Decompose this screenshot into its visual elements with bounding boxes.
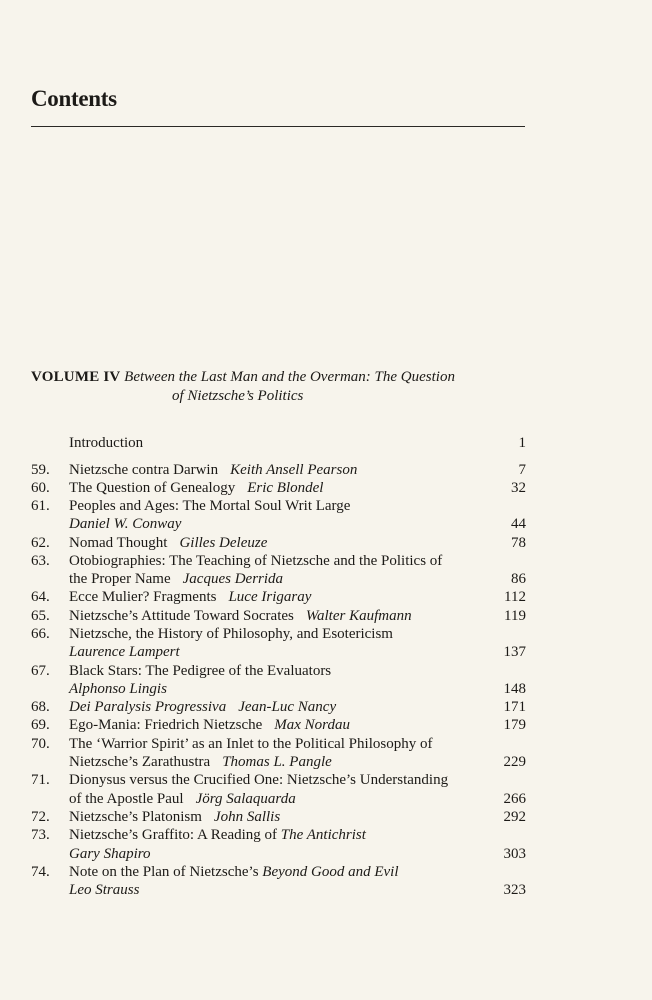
entry-page: 266 bbox=[503, 791, 526, 807]
entry-page: 112 bbox=[504, 589, 526, 605]
entry-author: Jörg Salaquarda bbox=[195, 791, 296, 807]
entry-page: 171 bbox=[503, 699, 526, 715]
toc-entry-cont bbox=[0, 643, 652, 661]
entry-author: Max Nordau bbox=[274, 717, 350, 733]
entry-title-prefix: Note on the Plan of Nietzsche’s bbox=[69, 864, 259, 880]
toc-entry-cont bbox=[0, 753, 652, 771]
entry-author: Alphonso Lingis bbox=[69, 681, 167, 697]
volume-subtitle-line1: Between the Last Man and the Overman: The Question bbox=[124, 369, 455, 385]
entry-author: Luce Irigaray bbox=[228, 589, 312, 605]
entry-page: 148 bbox=[503, 681, 526, 697]
entry-title: Nietzsche’s Platonism bbox=[69, 809, 202, 825]
entry-page: 137 bbox=[503, 644, 526, 660]
entry-author: Laurence Lampert bbox=[69, 644, 180, 660]
toc-entry bbox=[0, 479, 652, 497]
volume-subtitle-line2: of Nietzsche’s Politics bbox=[172, 388, 304, 404]
intro-title: Introduction bbox=[69, 435, 144, 451]
toc-entry bbox=[0, 607, 652, 625]
toc-entry-cont bbox=[0, 680, 652, 698]
entry-page: 292 bbox=[503, 809, 526, 825]
volume-heading bbox=[31, 368, 455, 404]
toc-entry bbox=[0, 534, 652, 552]
entry-author: Jean-Luc Nancy bbox=[238, 699, 337, 715]
entry-page: 179 bbox=[503, 717, 526, 733]
toc-entry bbox=[0, 588, 652, 606]
entry-title-line1: Otobiographies: The Teaching of Nietzsche and the Politics of bbox=[69, 553, 443, 569]
entry-author: Gilles Deleuze bbox=[179, 535, 268, 551]
entry-title-line2: the Proper Name bbox=[69, 571, 171, 587]
entry-title-italic: The Antichrist bbox=[280, 827, 366, 843]
toc-entry-cont bbox=[0, 790, 652, 808]
entry-number: 72. bbox=[31, 809, 50, 825]
toc-entry-cont bbox=[0, 881, 652, 899]
toc-entry bbox=[0, 552, 652, 570]
entry-number: 62. bbox=[31, 535, 50, 551]
entry-page: 323 bbox=[503, 882, 526, 898]
entry-author: Eric Blondel bbox=[247, 480, 324, 496]
entry-author: Gary Shapiro bbox=[69, 846, 151, 862]
entry-author: Daniel W. Conway bbox=[69, 516, 182, 532]
entry-number: 71. bbox=[31, 772, 50, 788]
entry-author: Leo Strauss bbox=[69, 882, 140, 898]
entry-page: 119 bbox=[504, 608, 526, 624]
entry-page: 229 bbox=[503, 754, 526, 770]
entry-title: Nomad Thought bbox=[69, 535, 168, 551]
entry-page: 78 bbox=[511, 535, 526, 551]
entry-number: 67. bbox=[31, 663, 50, 679]
entry-title-line1: The ‘Warrior Spirit’ as an Inlet to the Political Philosophy of bbox=[69, 736, 433, 752]
toc-entry bbox=[0, 625, 652, 643]
entry-page: 303 bbox=[503, 846, 526, 862]
toc-entry bbox=[0, 863, 652, 881]
entry-number: 63. bbox=[31, 553, 50, 569]
entry-number: 59. bbox=[31, 462, 50, 478]
entry-number: 68. bbox=[31, 699, 50, 715]
entry-author: John Sallis bbox=[213, 809, 281, 825]
volume-label: VOLUME IV bbox=[31, 369, 121, 385]
entry-number: 74. bbox=[31, 864, 50, 880]
toc-intro bbox=[0, 434, 652, 452]
entry-number: 61. bbox=[31, 498, 50, 514]
entry-page: 44 bbox=[511, 516, 526, 532]
entry-title: Nietzsche’s Attitude Toward Socrates bbox=[69, 608, 294, 624]
entry-number: 70. bbox=[31, 736, 50, 752]
toc-entry bbox=[0, 808, 652, 826]
intro-page: 1 bbox=[518, 435, 526, 451]
toc-entry bbox=[0, 735, 652, 753]
toc-entry-cont bbox=[0, 845, 652, 863]
entry-title: Black Stars: The Pedigree of the Evaluators bbox=[69, 663, 332, 679]
entry-title: Ego-Mania: Friedrich Nietzsche bbox=[69, 717, 263, 733]
toc-entry bbox=[0, 826, 652, 844]
entry-title-line2: of the Apostle Paul bbox=[69, 791, 184, 807]
page-title: Contents bbox=[31, 86, 117, 111]
toc-entry bbox=[0, 698, 652, 716]
entry-title-line1: Dionysus versus the Crucified One: Nietzsche’s Understanding bbox=[69, 772, 449, 788]
entry-page: 32 bbox=[511, 480, 526, 496]
entry-title-prefix: Nietzsche’s Graffito: A Reading of bbox=[69, 827, 278, 843]
entry-page: 86 bbox=[511, 571, 526, 587]
entry-author: Keith Ansell Pearson bbox=[230, 462, 358, 478]
entry-page: 7 bbox=[518, 462, 526, 478]
toc-entry-cont bbox=[0, 515, 652, 533]
entry-title: The Question of Genealogy bbox=[69, 480, 236, 496]
entry-title-italic: Beyond Good and Evil bbox=[262, 864, 399, 880]
entry-title-line2: Nietzsche’s Zarathustra bbox=[69, 754, 211, 770]
entry-author: Thomas L. Pangle bbox=[222, 754, 332, 770]
entry-number: 65. bbox=[31, 608, 50, 624]
toc-entry bbox=[0, 662, 652, 680]
entry-title: Nietzsche, the History of Philosophy, and Esotericism bbox=[69, 626, 393, 642]
toc-entry-cont bbox=[0, 570, 652, 588]
entry-number: 69. bbox=[31, 717, 50, 733]
toc-entry bbox=[0, 771, 652, 789]
entry-author: Walter Kaufmann bbox=[305, 608, 412, 624]
entry-title: Nietzsche contra Darwin bbox=[69, 462, 219, 478]
toc-entry bbox=[0, 716, 652, 734]
entry-number: 73. bbox=[31, 827, 50, 843]
entry-number: 64. bbox=[31, 589, 50, 605]
entry-author: Jacques Derrida bbox=[182, 571, 284, 587]
title-rule bbox=[31, 126, 525, 127]
entry-title: Dei Paralysis Progressiva bbox=[69, 699, 227, 715]
entry-number: 60. bbox=[31, 480, 50, 496]
entry-title: Peoples and Ages: The Mortal Soul Writ Large bbox=[69, 498, 351, 514]
toc-entry bbox=[0, 497, 652, 515]
entry-title: Ecce Mulier? Fragments bbox=[69, 589, 217, 605]
entry-number: 66. bbox=[31, 626, 50, 642]
toc-entry bbox=[0, 461, 652, 479]
